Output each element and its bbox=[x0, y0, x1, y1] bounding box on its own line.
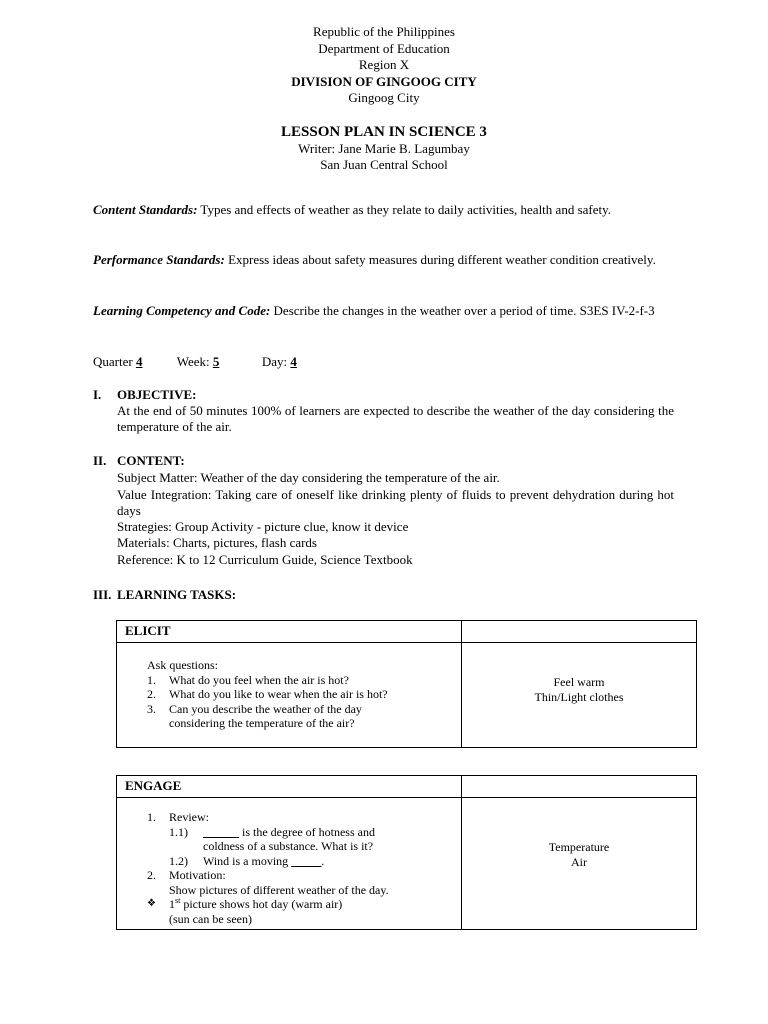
elicit-answer: Thin/Light clothes bbox=[534, 689, 624, 704]
content-num: II. bbox=[93, 453, 107, 468]
review-question: 1.2) Wind is a moving _____. bbox=[169, 853, 325, 868]
elicit-intro: Ask questions: bbox=[147, 658, 219, 672]
day-label: Day: bbox=[261, 354, 291, 369]
header-department: Department of Education bbox=[318, 40, 450, 56]
engage-answer: Air bbox=[571, 854, 587, 869]
elicit-answers bbox=[462, 643, 697, 748]
objective-heading bbox=[93, 387, 683, 403]
writer: Writer: Jane Marie B. Lagumbay bbox=[298, 141, 470, 156]
elicit-question: 1. What do you feel when the air is hot? bbox=[147, 672, 349, 687]
competency-label: Learning Competency and Code: bbox=[93, 303, 271, 318]
elicit-title: ELICIT bbox=[117, 621, 462, 643]
content-standards bbox=[93, 202, 674, 218]
engage-table bbox=[116, 775, 697, 930]
elicit-question: 3. Can you describe the weather of the day considering the temperature of the air? bbox=[147, 701, 362, 730]
objective-title: OBJECTIVE: bbox=[117, 387, 197, 402]
elicit-table bbox=[116, 620, 697, 748]
content-standards-label: Content Standards: bbox=[93, 202, 198, 217]
week-value: 5 bbox=[212, 354, 220, 369]
header-division: DIVISION OF GINGOOG CITY bbox=[291, 73, 477, 89]
header-region: Region X bbox=[358, 57, 410, 72]
performance-standards-label: Performance Standards: bbox=[93, 252, 225, 267]
review-question: 1.1) ______ is the degree of hotness and coldness of a substance. What is it? bbox=[169, 824, 375, 853]
learning-competency bbox=[93, 303, 674, 319]
learning-tasks-title: LEARNING TASKS: bbox=[117, 587, 237, 602]
engage-answer: Temperature bbox=[548, 840, 610, 854]
day-value: 4 bbox=[290, 354, 297, 369]
document-header bbox=[0, 24, 768, 107]
quarter-label: Quarter bbox=[93, 354, 136, 369]
subject-matter: Subject Matter: Weather of the day considering the temperature of the air. bbox=[117, 470, 500, 485]
objective-text: At the end of 50 minutes 100% of learners are expected to describe the weather of the day considering the temperature of the air. bbox=[117, 403, 674, 434]
objective-num: I. bbox=[93, 387, 102, 402]
picture-item: ❖ 1st picture shows hot day (warm air) bbox=[147, 896, 343, 911]
value-integration: Value Integration: Taking care of oneself like drinking plenty of fluids to prevent dehydration during hot days bbox=[117, 486, 674, 518]
engage-answers bbox=[462, 798, 697, 930]
competency-text: Describe the changes in the weather over a period of time. S3ES IV-2-f-3 bbox=[270, 303, 655, 318]
header-city: Gingoog City bbox=[348, 90, 420, 105]
content-title: CONTENT: bbox=[117, 453, 185, 468]
content-list bbox=[117, 470, 674, 568]
engage-items bbox=[117, 798, 462, 930]
elicit-header-blank bbox=[462, 621, 697, 643]
materials: Materials: Charts, pictures, flash cards bbox=[117, 535, 317, 550]
week-label: Week: bbox=[176, 354, 213, 369]
reference: Reference: K to 12 Curriculum Guide, Science Textbook bbox=[117, 551, 413, 567]
engage-header-blank bbox=[462, 776, 697, 798]
picture-note: (sun can be seen) bbox=[169, 911, 252, 926]
diamond-bullet-icon: ❖ bbox=[147, 898, 156, 909]
performance-standards bbox=[93, 252, 674, 268]
elicit-questions bbox=[117, 643, 462, 748]
strategies: Strategies: Group Activity - picture clue, know it device bbox=[117, 518, 409, 534]
header-republic: Republic of the Philippines bbox=[313, 24, 455, 39]
content-heading bbox=[93, 453, 683, 469]
review-item: 1. Review: bbox=[147, 810, 209, 824]
motivation-text: Show pictures of different weather of the day. bbox=[169, 882, 389, 897]
lesson-title: LESSON PLAN IN SCIENCE 3 bbox=[281, 124, 487, 140]
quarter-value: 4 bbox=[135, 354, 143, 369]
engage-title: ENGAGE bbox=[117, 776, 462, 798]
school: San Juan Central School bbox=[320, 157, 448, 172]
elicit-answer: Feel warm bbox=[553, 675, 605, 689]
content-standards-text: Types and effects of weather as they relate to daily activities, health and safety. bbox=[197, 202, 612, 217]
learning-tasks-num: III. bbox=[93, 587, 112, 602]
learning-tasks-heading bbox=[93, 587, 683, 603]
motivation-item: 2. Motivation: bbox=[147, 868, 226, 882]
performance-standards-text: Express ideas about safety measures during different weather condition creatively. bbox=[224, 252, 656, 267]
elicit-question: 2. What do you like to wear when the air is hot? bbox=[147, 687, 388, 701]
schedule bbox=[93, 354, 674, 370]
